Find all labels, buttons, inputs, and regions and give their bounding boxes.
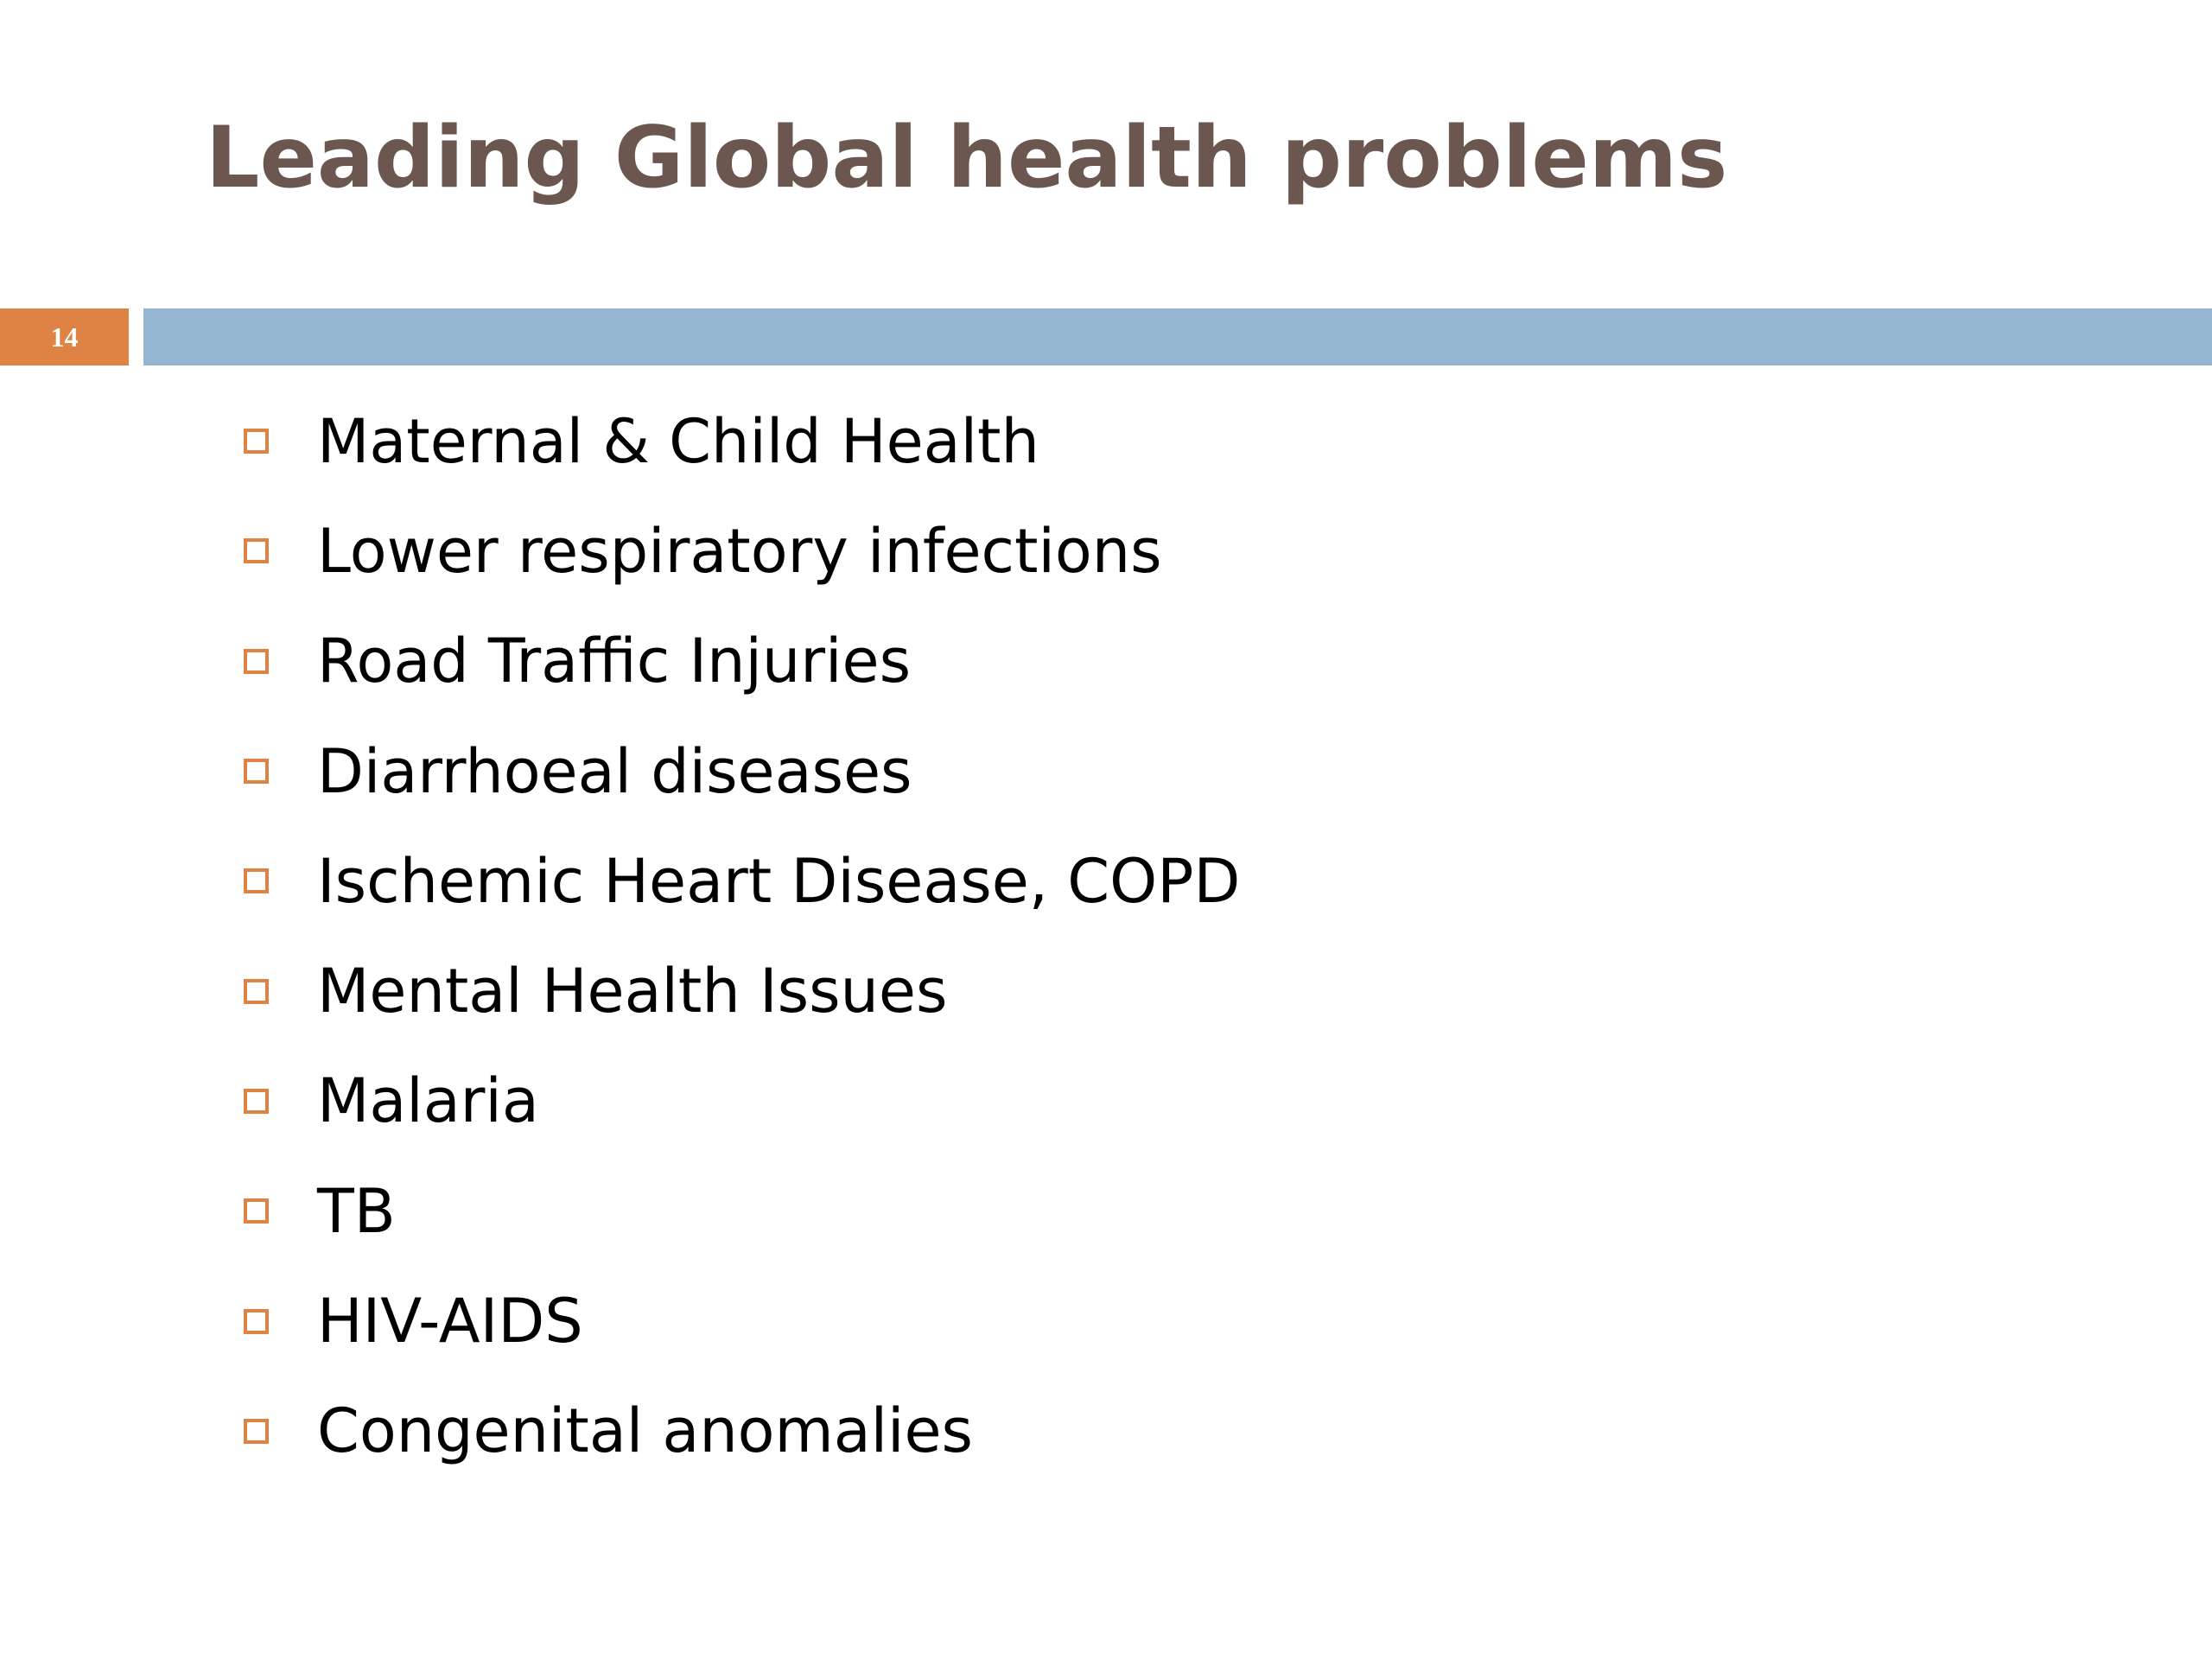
list-item [244, 1046, 1240, 1156]
bullet-square-icon [244, 1309, 269, 1334]
bullet-square-icon [244, 429, 269, 454]
bullet-list [244, 386, 1240, 1486]
list-item [244, 386, 1240, 496]
list-item [244, 1156, 1240, 1266]
slide-number-badge [0, 308, 129, 365]
list-item [244, 496, 1240, 606]
bullet-text: Lower respiratory infections [317, 515, 1162, 587]
list-item [244, 607, 1240, 716]
bullet-text: Mental Health Issues [317, 956, 948, 1027]
bullet-square-icon [244, 538, 269, 563]
bullet-text: Maternal & Child Health [317, 405, 1039, 477]
bullet-square-icon [244, 759, 269, 784]
bullet-text: Malaria [317, 1065, 539, 1137]
header-divider-bar [143, 308, 2212, 365]
bullet-text: Road Traffic Injuries [317, 626, 912, 697]
list-item [244, 826, 1240, 936]
list-item [244, 936, 1240, 1046]
bullet-square-icon [244, 979, 269, 1004]
bullet-text: HIV-AIDS [317, 1286, 583, 1357]
bullet-text: TB [317, 1175, 396, 1247]
slide-number: 14 [50, 321, 79, 353]
bullet-text: Diarrhoeal diseases [317, 735, 912, 807]
slide-title: Leading Global health problems [206, 109, 1728, 207]
list-item [244, 716, 1240, 826]
bullet-square-icon [244, 868, 269, 893]
bullet-square-icon [244, 1419, 269, 1444]
bullet-text: Ischemic Heart Disease, COPD [317, 845, 1241, 917]
list-item [244, 1266, 1240, 1376]
bullet-text: Congenital anomalies [317, 1395, 974, 1467]
bullet-square-icon [244, 1198, 269, 1224]
list-item [244, 1376, 1240, 1486]
bullet-square-icon [244, 649, 269, 674]
bullet-square-icon [244, 1089, 269, 1114]
